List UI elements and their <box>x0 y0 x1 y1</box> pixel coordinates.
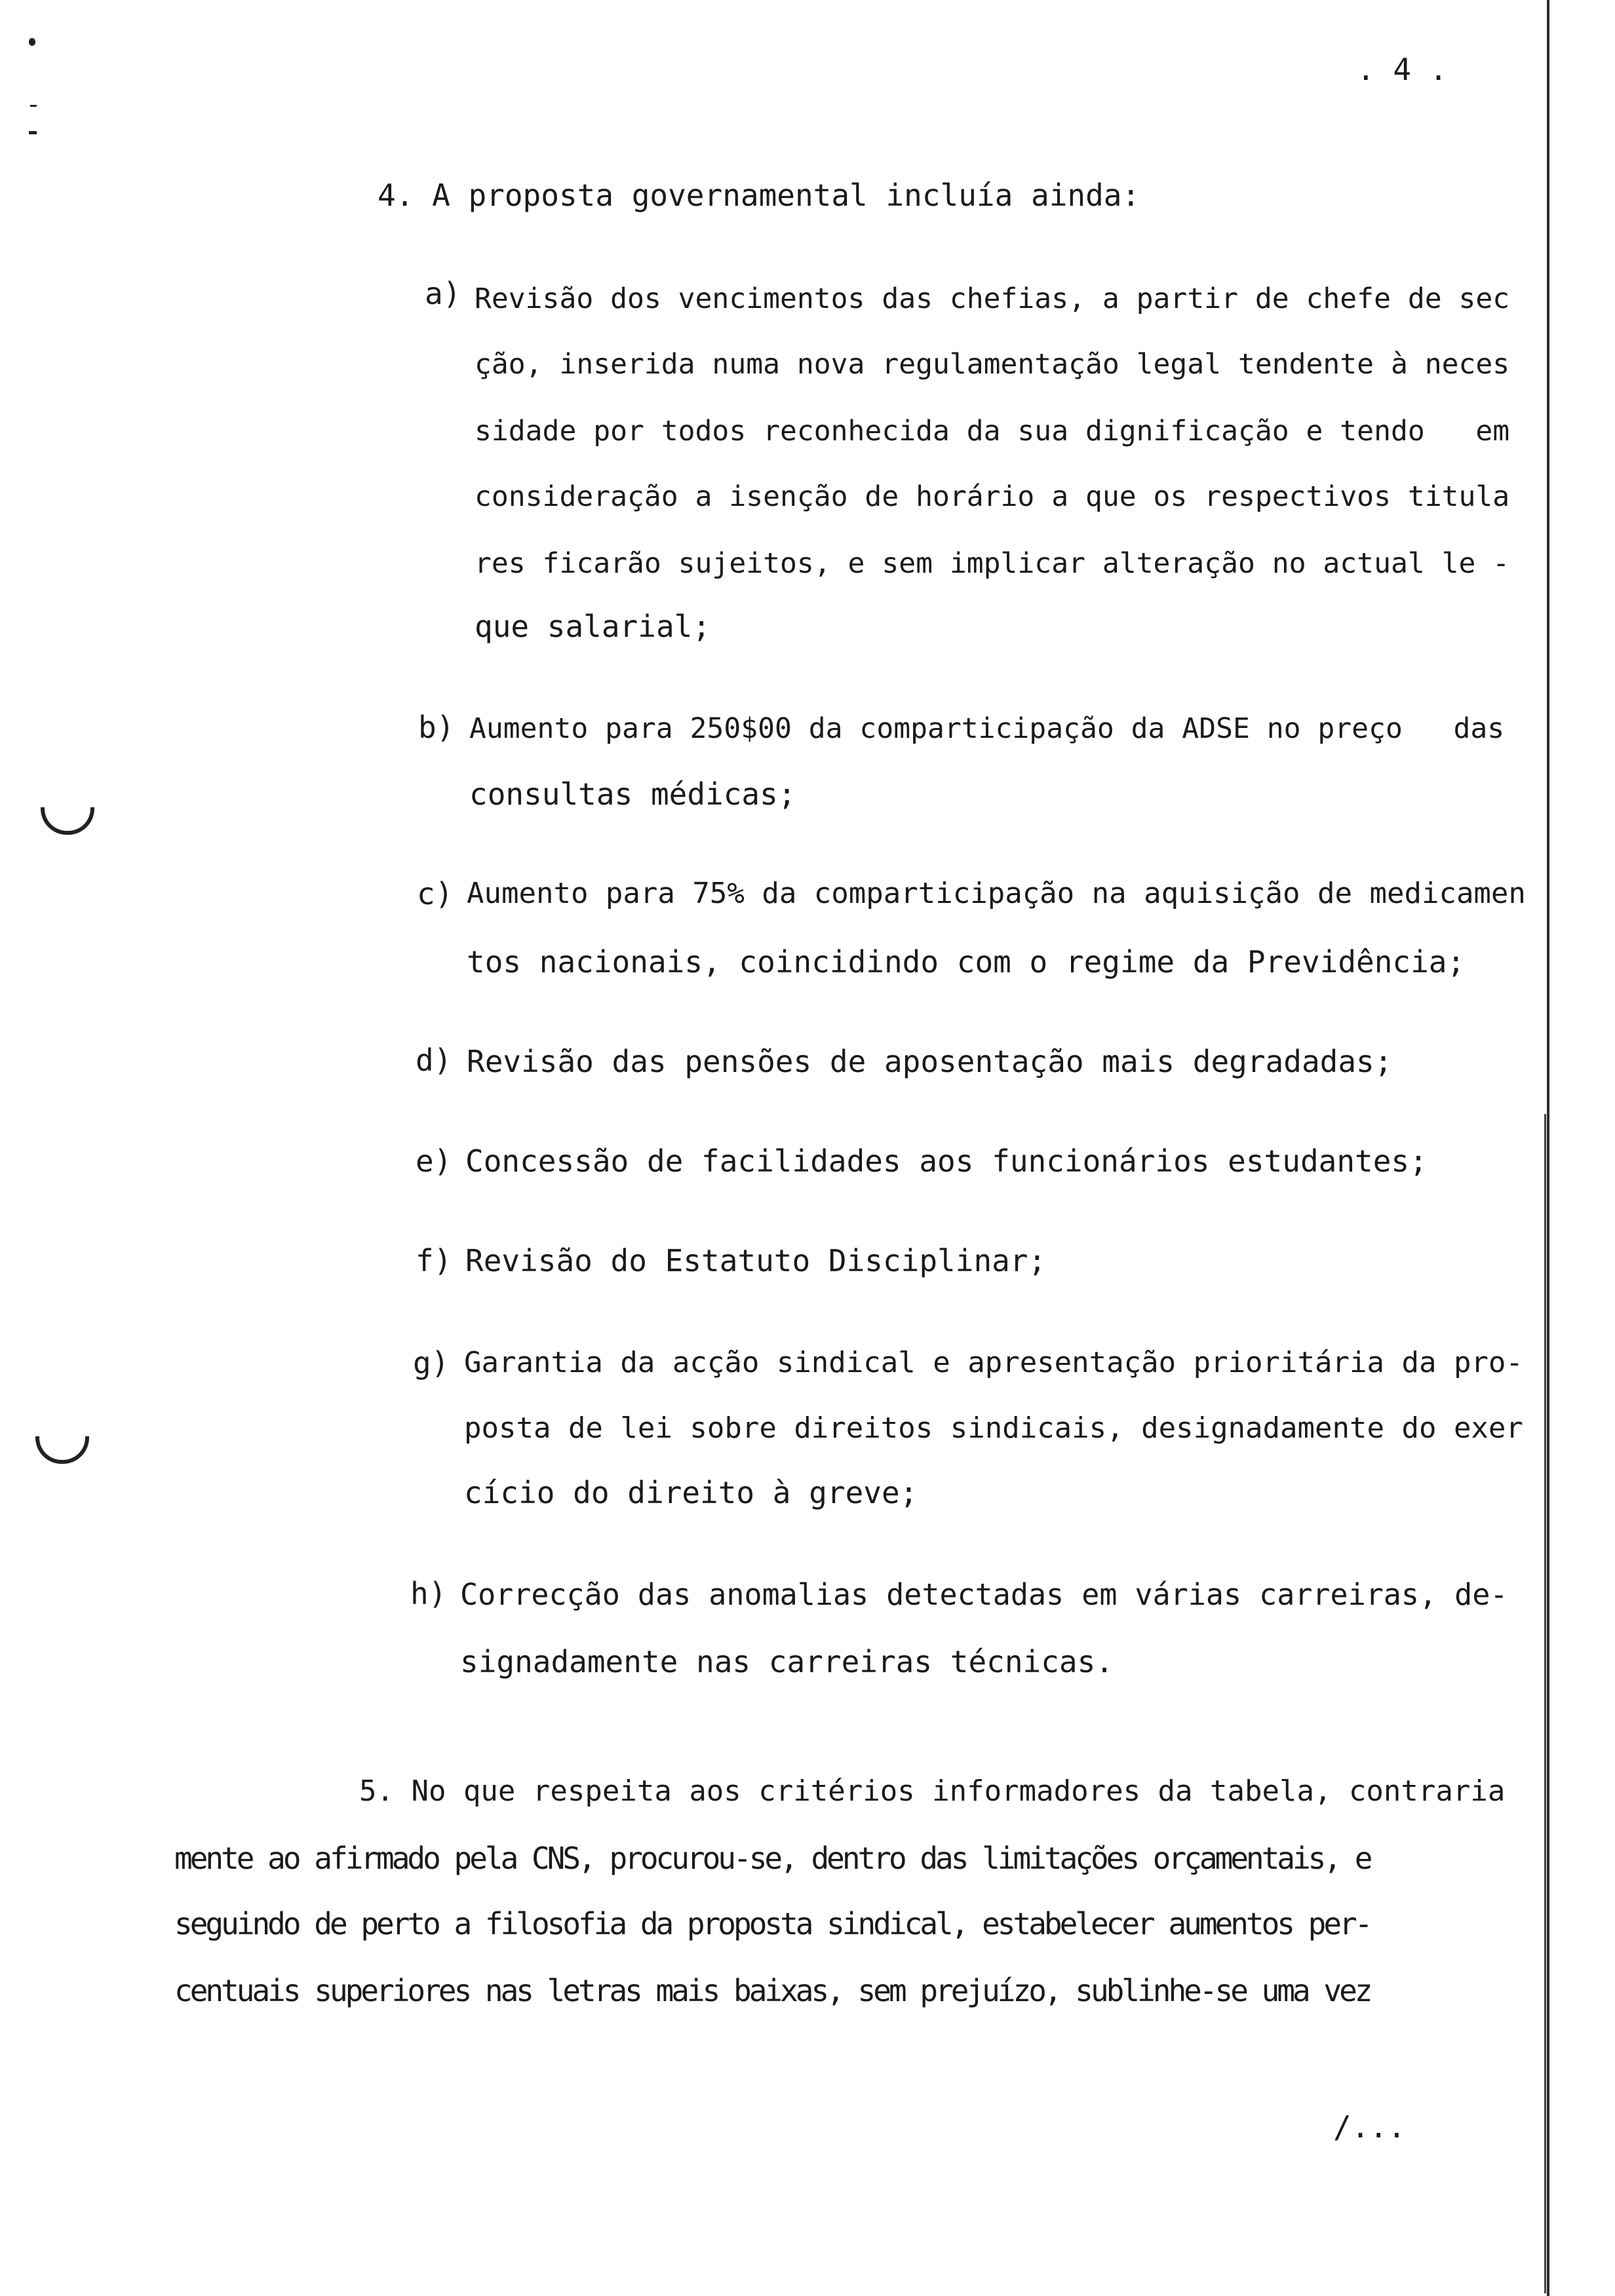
item-label: e) <box>416 1143 452 1179</box>
item-line: Revisão dos vencimentos das chefias, a partir de chefe de sec <box>475 282 1510 315</box>
item-line: consideração a isenção de horário a que os respectivos titula <box>475 480 1510 513</box>
paragraph-line: mente ao afirmado pela CNS, procurou-se, dentro das limitações orçamentais, e <box>174 1841 1371 1876</box>
item-line: sidade por todos reconhecida da sua dignificação e tendo em <box>475 415 1510 448</box>
page-edge-line <box>1547 0 1549 2296</box>
item-line: ção, inserida numa nova regulamentação legal tendente à neces <box>475 348 1510 381</box>
continuation-marker: /... <box>1333 2109 1406 2145</box>
item-label: b) <box>418 710 455 745</box>
item-line: tos nacionais, coincidindo com o regime da Previdência; <box>467 944 1466 980</box>
item-label: h) <box>410 1576 447 1611</box>
item-line: consultas médicas; <box>469 776 796 812</box>
item-line: Garantia da acção sindical e apresentação prioritária da pro- <box>464 1346 1523 1379</box>
item-label: a) <box>425 276 461 311</box>
paragraph-line: centuais superiores nas letras mais baixas, sem prejuízo, sublinhe-se uma vez <box>174 1973 1371 2008</box>
binding-mark <box>30 105 37 107</box>
item-label: f) <box>416 1243 452 1278</box>
item-line: que salarial; <box>475 609 711 644</box>
page-edge-line-secondary <box>1544 1114 1546 2293</box>
item-label: c) <box>417 876 454 911</box>
page-number: . 4 . <box>1357 52 1448 87</box>
paragraph-line: 5. No que respeita aos critérios informadores da tabela, contraria <box>359 1774 1506 1808</box>
item-line: cício do direito à greve; <box>464 1475 918 1510</box>
binding-mark <box>29 38 35 46</box>
item-line: Correcção das anomalias detectadas em várias carreiras, de- <box>460 1577 1508 1612</box>
punch-hole <box>41 807 94 835</box>
punch-hole <box>35 1436 89 1464</box>
item-line: Aumento para 250$00 da comparticipação da ADSE no preço das <box>469 712 1505 745</box>
item-line: Revisão das pensões de aposentação mais degradadas; <box>467 1044 1393 1079</box>
item-line: signadamente nas carreiras técnicas. <box>460 1644 1114 1679</box>
item-line: Concessão de facilidades aos funcionários estudantes; <box>465 1143 1428 1179</box>
item-label: g) <box>413 1345 450 1381</box>
item-label: d) <box>416 1043 452 1078</box>
section-4-heading: 4. A proposta governamental incluía ainda: <box>378 178 1140 213</box>
item-line: res ficarão sujeitos, e sem implicar alteração no actual le - <box>475 547 1510 580</box>
paragraph-line: seguindo de perto a filosofia da proposta sindical, estabelecer aumentos per- <box>174 1906 1371 1942</box>
item-line: Aumento para 75% da comparticipação na aquisição de medicamen <box>467 877 1526 910</box>
binding-mark <box>29 131 37 134</box>
item-line: posta de lei sobre direitos sindicais, designadamente do exer <box>464 1411 1523 1445</box>
item-line: Revisão do Estatuto Disciplinar; <box>465 1243 1047 1278</box>
